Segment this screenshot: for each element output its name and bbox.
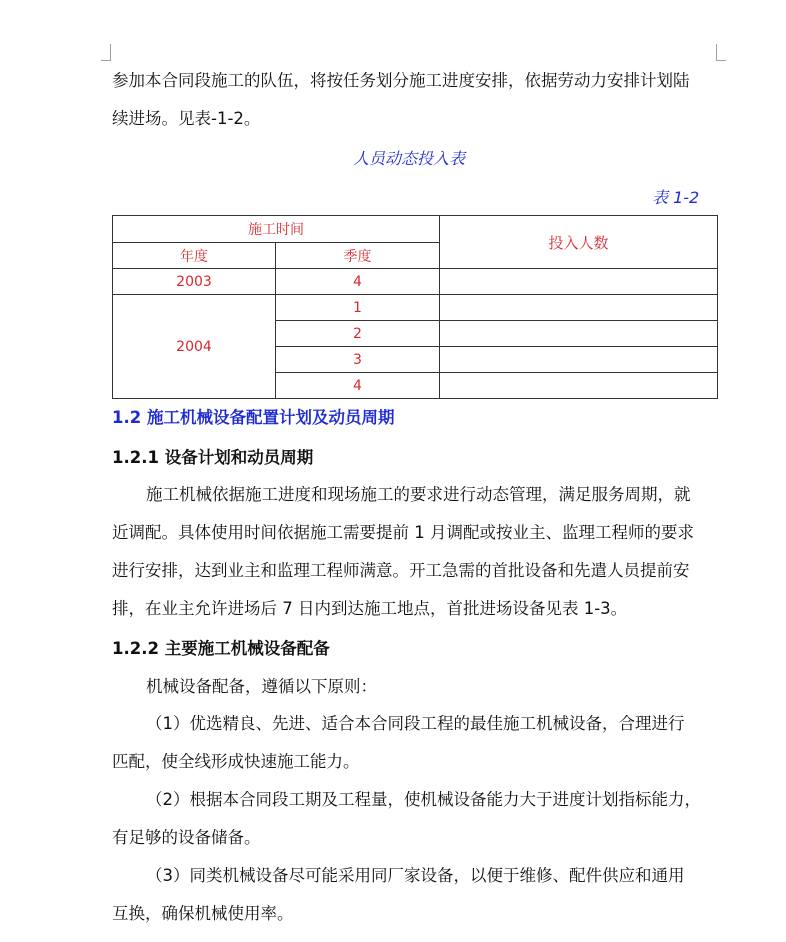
quarter-cell: 3 [276, 347, 440, 373]
principle-2-line-1: （2）根据本合同段工期及工程量，使机械设备能力大于进度计划指标能力， [146, 790, 701, 809]
principle-1-line-2: 匹配，使全线形成快速施工能力。 [112, 752, 360, 771]
section-1-2-1-heading: 1.2.1 设备计划和动员周期 [112, 448, 314, 467]
headcount-cell [440, 321, 718, 347]
quarter-cell: 4 [276, 269, 440, 295]
principle-3-line-2: 互换，确保机械使用率。 [112, 904, 294, 923]
header-headcount: 投入人数 [440, 216, 718, 269]
headcount-cell [440, 269, 718, 295]
margin-corner-mark-right [716, 44, 726, 61]
quarter-cell: 1 [276, 295, 440, 321]
header-year: 年度 [113, 243, 276, 269]
header-construction-time: 施工时间 [113, 216, 440, 243]
section-1-2-2-heading: 1.2.2 主要施工机械设备配备 [112, 639, 330, 658]
table-row [113, 269, 718, 295]
principle-1-line-1: （1）优选精良、先进、适合本合同段工程的最佳施工机械设备，合理进行 [146, 714, 685, 733]
table-title: 人员动态投入表 [353, 149, 466, 168]
paragraph-line: 施工机械依据施工进度和现场施工的要求进行动态管理，满足服务周期，就 [146, 485, 691, 504]
intro-line-2: 续进场。见表-1-2。 [112, 109, 261, 128]
headcount-cell [440, 373, 718, 399]
quarter-cell: 2 [276, 321, 440, 347]
year-cell: 2003 [113, 269, 276, 295]
headcount-cell [440, 295, 718, 321]
year-cell: 2004 [113, 295, 276, 399]
paragraph-line: 近调配。具体使用时间依据施工需要提前 1 月调配或按业主、监理工程师的要求 [112, 523, 694, 542]
paragraph-line: 排，在业主允许进场后 7 日内到达施工地点，首批进场设备见表 1-3。 [112, 599, 628, 618]
margin-corner-mark-left [101, 44, 111, 61]
header-quarter: 季度 [276, 243, 440, 269]
intro-line-1: 参加本合同段施工的队伍，将按任务划分施工进度安排，依据劳动力安排计划陆 [112, 71, 690, 90]
section-1-2-heading: 1.2 施工机械设备配置计划及动员周期 [112, 408, 395, 427]
paragraph-line: 进行安排，达到业主和监理工程师满意。开工急需的首批设备和先遣人员提前安 [112, 561, 690, 580]
principle-2-line-2: 有足够的设备储备。 [112, 828, 261, 847]
table-row [113, 295, 718, 321]
principle-3-line-1: （3）同类机械设备尽可能采用同厂家设备，以便于维修、配件供应和通用 [146, 866, 685, 885]
table-number: 表 1-2 [652, 188, 700, 207]
personnel-input-table [112, 215, 718, 399]
quarter-cell: 4 [276, 373, 440, 399]
principles-lead: 机械设备配备，遵循以下原则： [146, 677, 377, 696]
headcount-cell [440, 347, 718, 373]
